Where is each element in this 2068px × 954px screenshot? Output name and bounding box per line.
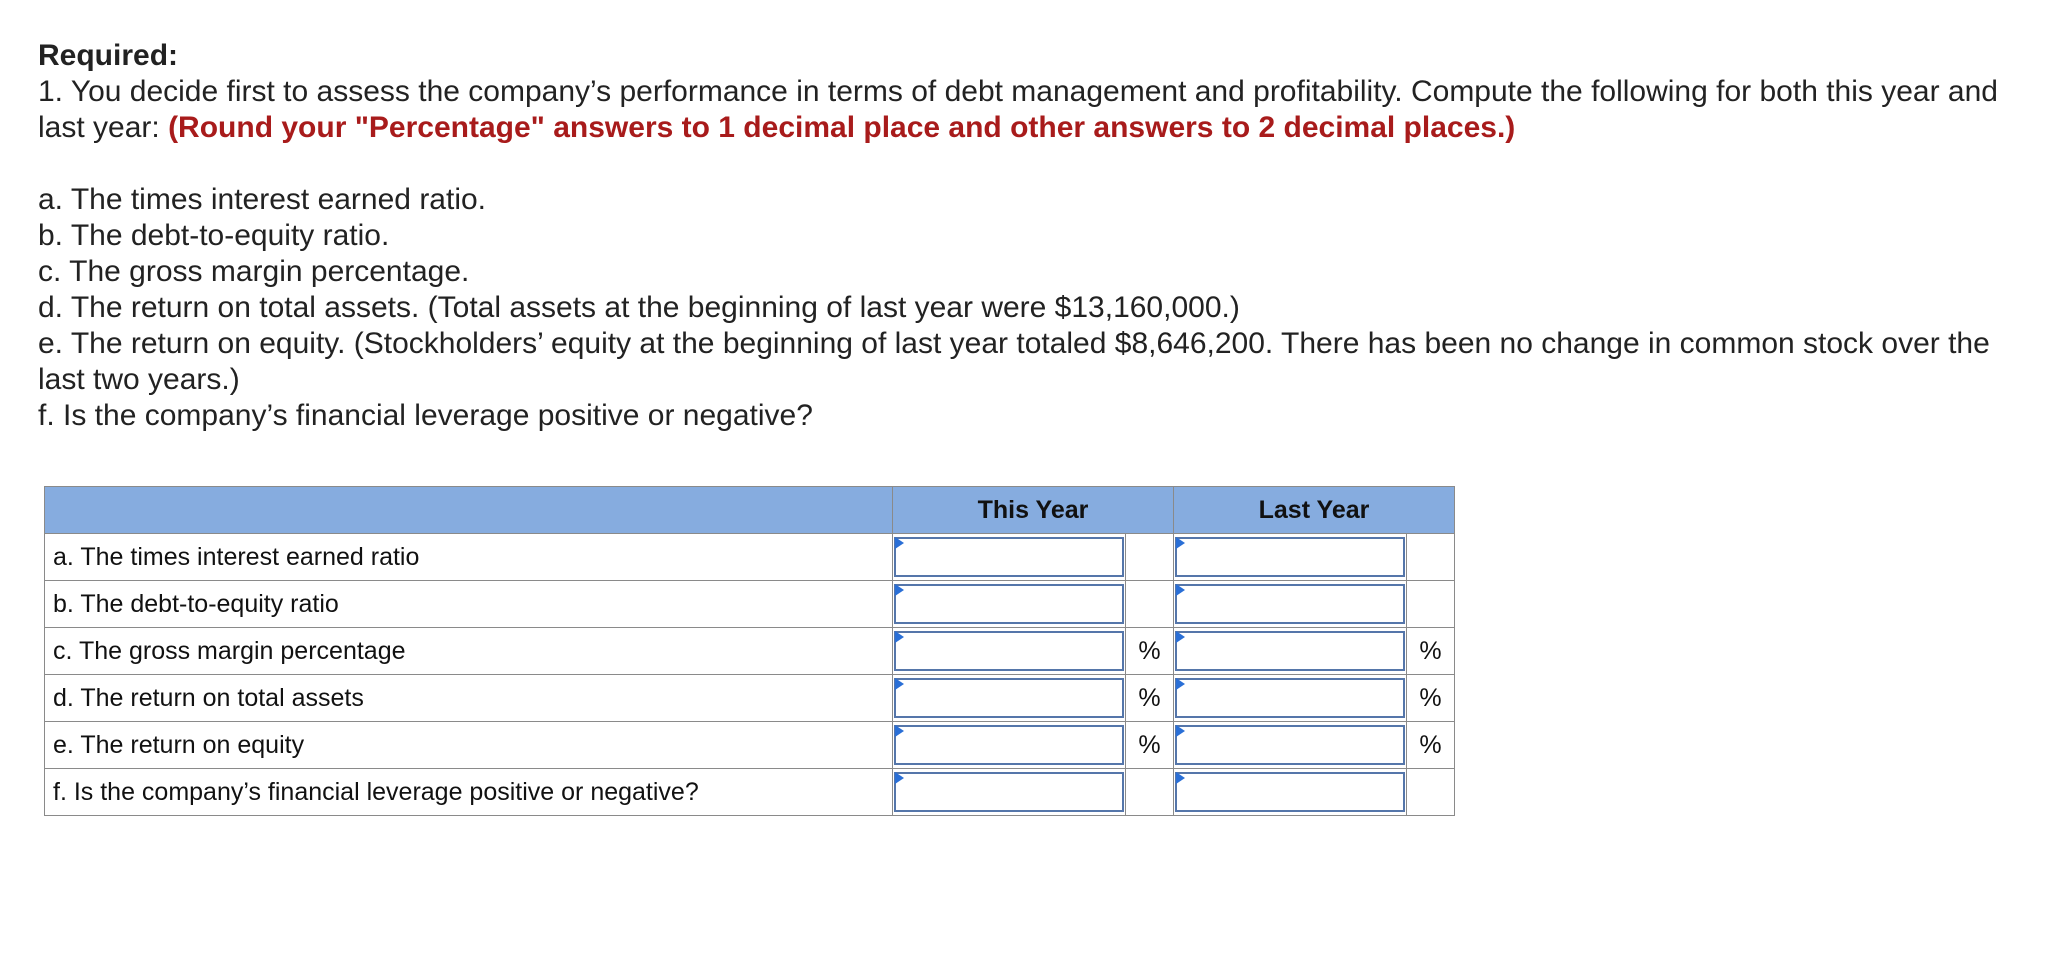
unit-label	[1126, 769, 1174, 816]
gross-margin-last-year-input[interactable]	[1175, 631, 1405, 671]
debt-to-equity-this-year-input[interactable]	[894, 584, 1124, 624]
unit-label	[1407, 581, 1455, 628]
requirement-item-c: c. The gross margin percentage.	[38, 255, 470, 288]
input-flag-icon	[895, 678, 904, 690]
input-flag-icon	[1176, 584, 1185, 596]
unit-label	[1126, 534, 1174, 581]
table-row	[45, 534, 1455, 581]
row-label: f. Is the company’s financial leverage positive or negative?	[45, 769, 893, 816]
input-flag-icon	[1176, 725, 1185, 737]
percent-label: %	[1407, 628, 1455, 675]
question-intro	[38, 74, 2028, 146]
percent-label: %	[1126, 628, 1174, 675]
input-flag-icon	[895, 725, 904, 737]
row-label: b. The debt-to-equity ratio	[45, 581, 893, 628]
header-this-year: This Year	[893, 487, 1174, 534]
requirement-item-f: f. Is the company’s financial leverage positive or negative?	[38, 399, 813, 432]
row-label: d. The return on total assets	[45, 675, 893, 722]
input-flag-icon	[1176, 537, 1185, 549]
gross-margin-this-year-input[interactable]	[894, 631, 1124, 671]
return-on-equity-last-year-input[interactable]	[1175, 725, 1405, 765]
requirement-list	[38, 182, 2028, 434]
table-row	[45, 722, 1455, 769]
input-flag-icon	[895, 772, 904, 784]
unit-label	[1407, 769, 1455, 816]
required-heading: Required:	[38, 39, 179, 72]
input-flag-icon	[1176, 772, 1185, 784]
answer-table	[44, 486, 1455, 816]
table-row	[45, 581, 1455, 628]
input-flag-icon	[1176, 678, 1185, 690]
percent-label: %	[1407, 675, 1455, 722]
row-label: e. The return on equity	[45, 722, 893, 769]
financial-leverage-last-year-input[interactable]	[1175, 772, 1405, 812]
percent-label: %	[1126, 722, 1174, 769]
times-interest-last-year-input[interactable]	[1175, 537, 1405, 577]
row-label: a. The times interest earned ratio	[45, 534, 893, 581]
input-flag-icon	[895, 584, 904, 596]
row-label: c. The gross margin percentage	[45, 628, 893, 675]
table-row	[45, 769, 1455, 816]
return-on-assets-this-year-input[interactable]	[894, 678, 1124, 718]
intro-text: 1. You decide first to assess the company’s performance in terms of debt management and profitability. Compute the following for both this year and last year:	[38, 75, 1998, 144]
rounding-instruction: (Round your "Percentage" answers to 1 decimal place and other answers to 2 decimal places.)	[168, 111, 1516, 144]
financial-leverage-this-year-input[interactable]	[894, 772, 1124, 812]
question-text	[38, 38, 2028, 434]
requirement-item-a: a. The times interest earned ratio.	[38, 183, 487, 216]
percent-label: %	[1407, 722, 1455, 769]
percent-label: %	[1126, 675, 1174, 722]
input-flag-icon	[895, 631, 904, 643]
table-row	[45, 628, 1455, 675]
input-flag-icon	[895, 537, 904, 549]
debt-to-equity-last-year-input[interactable]	[1175, 584, 1405, 624]
return-on-equity-this-year-input[interactable]	[894, 725, 1124, 765]
return-on-assets-last-year-input[interactable]	[1175, 678, 1405, 718]
table-row	[45, 675, 1455, 722]
header-last-year: Last Year	[1174, 487, 1455, 534]
header-blank	[45, 487, 893, 534]
requirement-item-b: b. The debt-to-equity ratio.	[38, 219, 390, 252]
table-header-row	[45, 487, 1455, 534]
unit-label	[1126, 581, 1174, 628]
requirement-item-d: d. The return on total assets. (Total assets at the beginning of last year were $13,160,000.)	[38, 291, 1240, 324]
times-interest-this-year-input[interactable]	[894, 537, 1124, 577]
unit-label	[1407, 534, 1455, 581]
requirement-item-e: e. The return on equity. (Stockholders’ equity at the beginning of last year totaled $8,646,200. There has been no change in common stock over the last two years.)	[38, 327, 1990, 396]
input-flag-icon	[1176, 631, 1185, 643]
